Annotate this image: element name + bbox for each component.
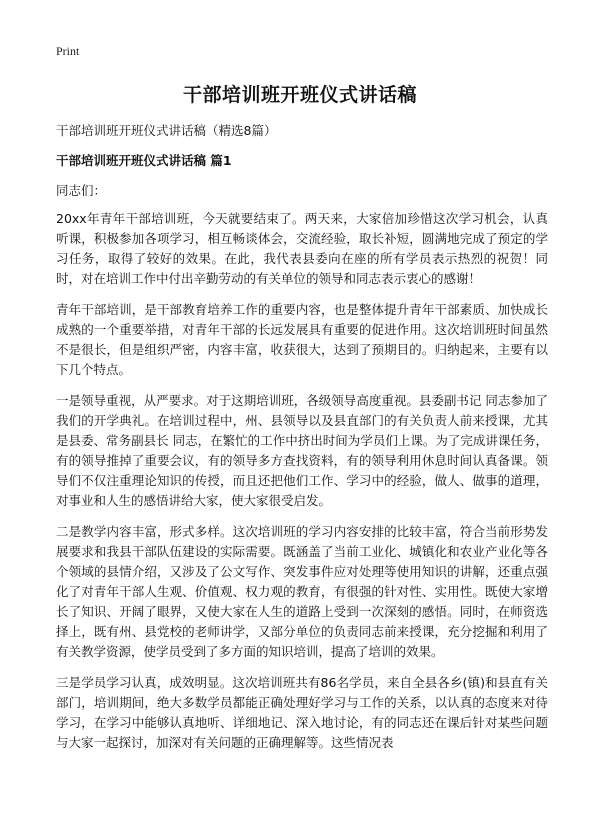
paragraph-3: 一是领导重视，从严要求。对于这期培训班，各级领导高度重视。县委副书记 同志参加了我们的开学典礼。在培训过程中，州、县领导以及县直部门的有关负责人前来授课，尤其是县委、常务副县长 同志，在繁忙的工作中挤出时间为学员们上课。为了完成讲课任务，有的领导推掉了重要会议，有的领导多方查找资料，有的领导利用休息时间认真备课。领导们不仅注重理论知识的传授，而且还把他们工作、学习中的经验，做人、做事的道理，对事业和人生的感悟讲给大家，使大家很受启发。 [56,393,548,508]
document-body [56,209,548,764]
print-link[interactable]: Print [56,44,80,58]
paragraph-1: 20xx年青年干部培训班，今天就要结束了。两天来，大家倍加珍惜这次学习机会，认真听课，积极参加各项学习，相互畅谈体会，交流经验，取长补短，圆满地完成了预定的学习任务，取得了较好的效果。在此，我代表县委向在座的所有学员表示热烈的祝贺！同时，对在培训工作中付出辛勤劳动的有关单位的领导和同志表示衷心的感谢！ [56,211,548,286]
paragraph-5: 三是学员学习认真，成效明显。这次培训班共有86名学员，来自全县各乡(镇)和县直有关部门，培训期间，绝大多数学员都能正确处理好学习与工作的关系，以认真的态度来对待学习，在学习中能够认真地听、详细地记、深入地讨论，有的同志还在课后针对某些问题与大家一起探讨，加深对有关问题的正确理解等。这些情况表 [56,675,548,750]
section-heading: 干部培训班开班仪式讲话稿 篇1 [56,153,232,168]
document-subtitle: 干部培训班开班仪式讲话稿（精选8篇） [56,123,277,138]
paragraph-4: 二是教学内容丰富，形式多样。这次培训班的学习内容安排的比较丰富，符合当前形势发展要求和我县干部队伍建设的实际需要。既涵盖了当前工业化、城镇化和农业产业化等各个领域的县情介绍，又涉及了公文写作、突发事件应对处理等使用知识的讲解，还重点强化了对青年干部人生观、价值观、权力观的教育，有很强的针对性、实用性。既使大家增长了知识、开阔了眼界，又使大家在人生的道路上受到一次深刻的感悟。同时，在师资选择上，既有州、县党校的老师讲学，又部分单位的负责同志前来授课，充分挖掘和利用了有关教学资源，使学员受到了多方面的知识培训，提高了培训的效果。 [56,524,548,659]
paragraph-2: 青年干部培训，是干部教育培养工作的重要内容，也是整体提升青年干部素质、加快成长成熟的一个重要举措，对青年干部的长远发展具有重要的促进作用。这次培训班时间虽然不是很长，但是组织严密，内容丰富，收获很大，达到了预期目的。归纳起来，主要有以下几个特点。 [56,302,548,377]
document-title: 干部培训班开班仪式讲话稿 [182,84,417,106]
greeting: 同志们： [56,183,107,198]
